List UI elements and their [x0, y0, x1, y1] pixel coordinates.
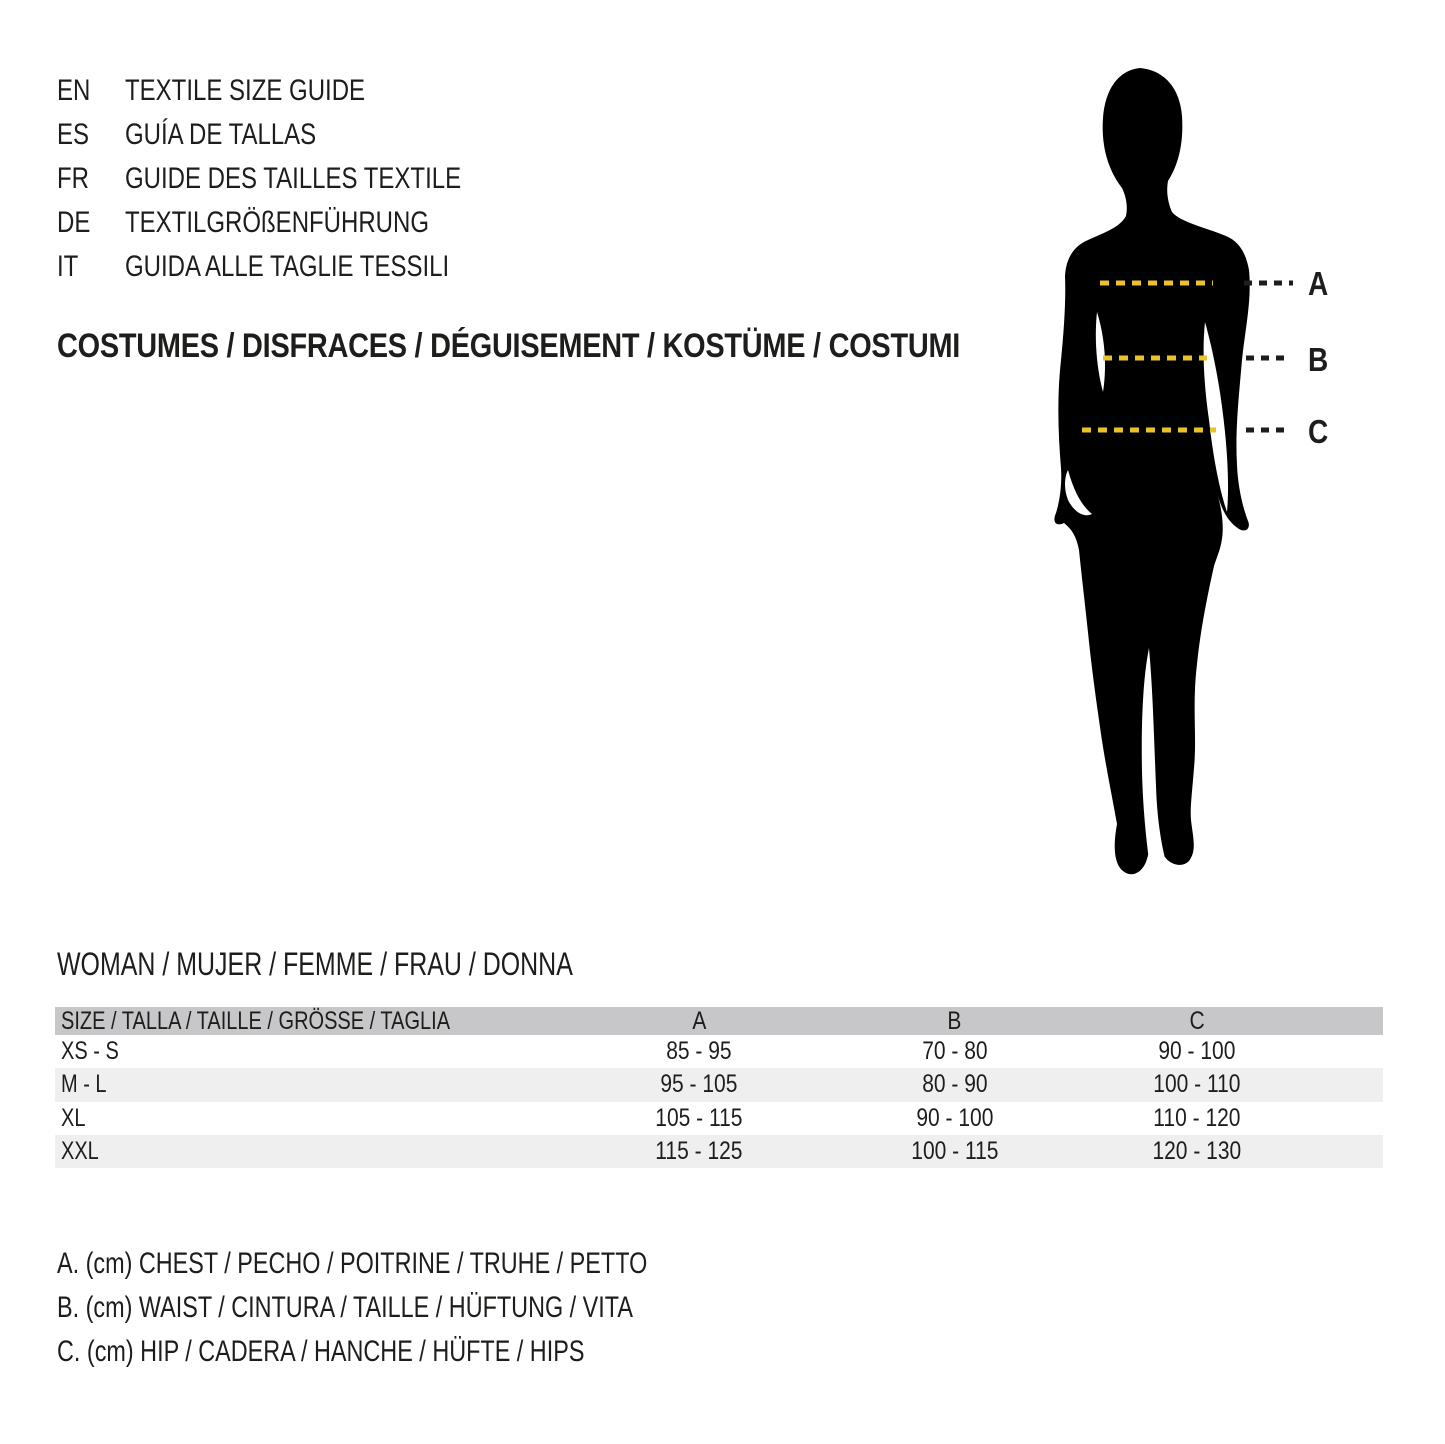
language-code-text: EN [57, 74, 91, 107]
col-c-header-text: C [1189, 1006, 1205, 1035]
language-label-text: TEXTILE SIZE GUIDE [125, 74, 366, 107]
col-a-header [566, 1007, 832, 1036]
c-cell-text: 90 - 100 [1158, 1037, 1236, 1066]
language-code [57, 245, 125, 289]
language-item-fr [57, 157, 545, 201]
legend-item-a [57, 1242, 814, 1286]
table-row-xxl [55, 1135, 1383, 1168]
c-cell [1078, 1137, 1317, 1166]
size-cell [55, 1070, 566, 1099]
language-label-text: GUIDE DES TAILLES TEXTILE [125, 162, 462, 195]
table-header-row [55, 1007, 1383, 1035]
language-code-text: FR [57, 162, 89, 195]
size-cell-text: XXL [61, 1136, 99, 1165]
a-cell [566, 1137, 832, 1166]
b-cell-text: 80 - 90 [921, 1070, 988, 1099]
b-cell-text: 70 - 80 [921, 1037, 988, 1066]
language-code-text: DE [57, 206, 91, 239]
a-cell-text: 85 - 95 [666, 1037, 732, 1066]
legend-item-c [57, 1330, 814, 1374]
language-label [125, 113, 364, 157]
language-label-text: GUÍA DE TALLAS [125, 118, 317, 151]
language-code-text: ES [57, 118, 90, 151]
c-cell-text: 100 - 110 [1153, 1070, 1241, 1099]
col-b-header-text: B [947, 1006, 962, 1035]
measurement-label-a: A [1308, 265, 1329, 303]
language-item-it [57, 245, 545, 289]
b-cell [832, 1104, 1078, 1133]
table-row-xl [55, 1102, 1383, 1135]
col-a-header-text: A [692, 1006, 707, 1035]
table-row-xs-s [55, 1035, 1383, 1068]
measurement-label-b: B [1308, 341, 1329, 379]
col-size-header [55, 1007, 566, 1036]
language-item-es [57, 113, 545, 157]
language-label [125, 201, 505, 245]
category-title [57, 327, 1119, 365]
a-cell-text: 115 - 125 [655, 1136, 743, 1165]
size-table [55, 1007, 1383, 1168]
section-title-woman [57, 945, 718, 983]
size-cell [55, 1037, 566, 1066]
language-code-text: IT [57, 250, 79, 283]
language-code [57, 69, 125, 113]
b-cell [832, 1137, 1078, 1166]
language-label-text: TEXTILGRÖßENFÜHRUNG [125, 206, 430, 239]
language-guide-list [57, 69, 545, 289]
language-label [125, 69, 425, 113]
b-cell [832, 1070, 1078, 1099]
b-cell-text: 100 - 115 [911, 1136, 999, 1165]
col-b-header [832, 1007, 1078, 1036]
col-size-header-text: SIZE / TALLA / TAILLE / GRÖSSE / TAGLIA [61, 1006, 451, 1035]
a-cell-text: 95 - 105 [660, 1070, 738, 1099]
a-cell-text: 105 - 115 [655, 1103, 743, 1132]
legend-item-b-text: B. (cm) WAIST / CINTURA / TAILLE / HÜFTUNG / VITA [57, 1291, 633, 1324]
a-cell [566, 1037, 832, 1066]
b-cell-text: 90 - 100 [916, 1103, 994, 1132]
size-cell [55, 1104, 566, 1133]
measurement-label-c: C [1308, 413, 1329, 451]
size-cell-text: M - L [61, 1070, 107, 1099]
table-row-m-l [55, 1068, 1383, 1101]
category-title-text: COSTUMES / DISFRACES / DÉGUISEMENT / KOSTÜME / COSTUMI [57, 327, 961, 365]
b-cell [832, 1037, 1078, 1066]
language-code [57, 113, 125, 157]
legend-item-b [57, 1286, 814, 1330]
size-cell [55, 1137, 566, 1166]
language-label [125, 157, 545, 201]
section-title-text: WOMAN / MUJER / FEMME / FRAU / DONNA [57, 946, 573, 982]
size-cell-text: XS - S [61, 1037, 119, 1066]
language-code [57, 201, 125, 245]
c-cell [1078, 1104, 1317, 1133]
language-label-text: GUIDA ALLE TAGLIE TESSILI [125, 250, 450, 283]
c-cell-text: 110 - 120 [1153, 1103, 1241, 1132]
measurement-legend [57, 1242, 814, 1374]
language-label [125, 245, 530, 289]
col-c-header [1078, 1007, 1317, 1036]
language-item-en [57, 69, 545, 113]
c-cell [1078, 1037, 1317, 1066]
woman-silhouette-figure [1040, 64, 1340, 884]
size-cell-text: XL [61, 1103, 86, 1132]
language-item-de [57, 201, 545, 245]
legend-item-c-text: C. (cm) HIP / CADERA / HANCHE / HÜFTE / HIPS [57, 1335, 585, 1368]
c-cell [1078, 1070, 1317, 1099]
a-cell [566, 1070, 832, 1099]
language-code [57, 157, 125, 201]
c-cell-text: 120 - 130 [1152, 1136, 1242, 1165]
a-cell [566, 1104, 832, 1133]
legend-item-a-text: A. (cm) CHEST / PECHO / POITRINE / TRUHE / PETTO [57, 1247, 648, 1280]
